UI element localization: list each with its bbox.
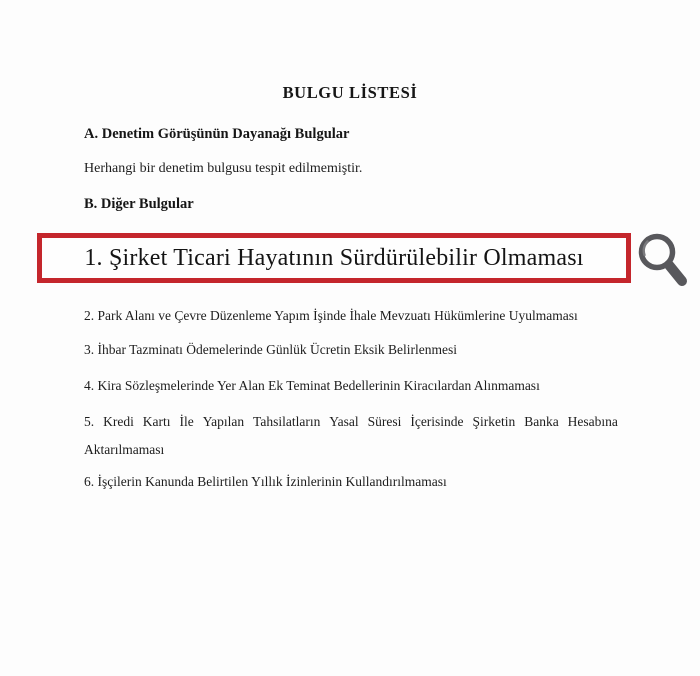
section-a-body: Herhangi bir denetim bulgusu tespit edilmemiştir. [84, 161, 363, 176]
section-a-heading: A. Denetim Görüşünün Dayanağı Bulgular [84, 126, 350, 142]
magnifier-icon[interactable] [632, 228, 696, 294]
finding-item-3 [84, 341, 618, 358]
page-title: BULGU LİSTESİ [282, 83, 418, 102]
finding-item-text: 6. İşçilerin Kanunda Belirtilen Yıllık İzinlerinin Kullandırılmaması [84, 474, 447, 489]
highlighted-finding-box [37, 233, 631, 283]
finding-item-2 [84, 307, 618, 324]
finding-item-text-line2: Aktarılmaması [84, 442, 165, 457]
section-b-heading: B. Diğer Bulgular [84, 196, 194, 212]
finding-item-text: 3. İhbar Tazminatı Ödemelerinde Günlük Ücretin Eksik Belirlenmesi [84, 342, 457, 357]
finding-item-text: 4. Kira Sözleşmelerinde Yer Alan Ek Teminat Bedellerinin Kiracılardan Alınmaması [84, 378, 540, 393]
finding-item-text-line1: 5. Kredi Kartı İle Yapılan Tahsilatların Yasal Süresi İçerisinde Şirketin Banka Hesabına [84, 414, 618, 429]
finding-item-5 [84, 413, 618, 458]
finding-item-4 [84, 377, 618, 394]
finding-item-text: 2. Park Alanı ve Çevre Düzenleme Yapım İşinde İhale Mevzuatı Hükümlerine Uyulmaması [84, 308, 578, 323]
finding-item-6 [84, 473, 618, 490]
highlighted-finding-text: 1. Şirket Ticari Hayatının Sürdürülebilir Olmaması [84, 244, 584, 271]
